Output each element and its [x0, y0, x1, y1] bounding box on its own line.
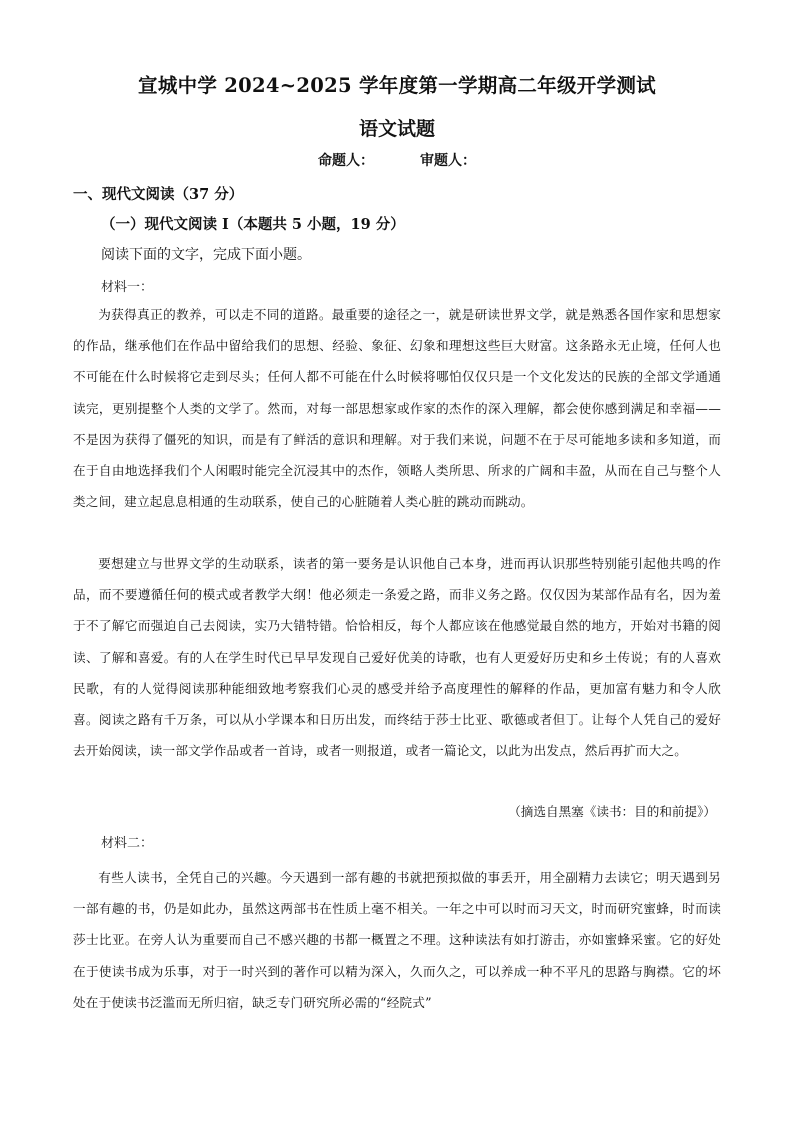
reading-instruction: 阅读下面的文字，完成下面小题。: [101, 247, 311, 263]
material-1-paragraph-1: 为获得真正的教养，可以走不同的道路。最重要的途径之一，就是研读世界文学，就是熟悉各国作家和思想家的作品，继承他们在作品中留给我们的思想、经验、象征、幻象和理想这些巨大财富。这条路永无止境，任何人也不可能在什么时候将它走到尽头；任何人都不可能在什么时候将哪怕仅仅只是一个文化发达的民族的全部文学通通读完，更别提整个人类的文学了。然而，对每一部思想家或作家的杰作的深入理解，都会使你感到满足和幸福——不是因为获得了僵死的知识，而是有了鲜活的意识和理解。对于我们来说，问题不在于尽可能地多读和多知道，而在于自由地选择我们个人闲暇时能完全沉浸其中的杰作，领略人类所思、所求的广阔和丰盈，从而在自己与整个人类之间，建立起息息相通的生动联系，使自己的心脏随着人类心脏的跳动而跳动。: [73, 307, 721, 510]
reviewer-label: 审题人：: [420, 153, 476, 169]
material-1-label: 材料一：: [101, 280, 154, 295]
subsection-heading: （一）现代文阅读 I（本题共 5 小题，19 分）: [101, 216, 405, 233]
proposer-label: 命题人：: [318, 153, 374, 169]
material-1-source: （摘选自黑塞《读书：目的和前提》）: [508, 804, 716, 819]
authors-line: [0, 150, 794, 170]
exam-subtitle: 语文试题: [358, 118, 435, 140]
material-1-paragraph-2: 要想建立与世界文学的生动联系，读者的第一要务是认识他自己本身，进而再认识那些特别能引起他共鸣的作品，而不要遵循任何的模式或者教学大纲！他必须走一条爱之路，而非义务之路。仅仅因为某部作品有名，因为羞于不了解它而强迫自己去阅读，实乃大错特错。恰恰相反，每个人都应该在他感觉最自然的地方，开始对书籍的阅读、了解和喜爱。有的人在学生时代已早早发现自己爱好优美的诗歌，也有人更爱好历史和乡土传说；有的人喜欢民歌，有的人觉得阅读那种能细致地考察我们心灵的感受并给予高度理性的解释的作品，更加富有魅力和令人欣喜。阅读之路有千万条，可以从小学课本和日历出发，而终结于莎士比亚、歌德或者但丁。让每个人凭自己的爱好去开始阅读，读一部文学作品或者一首诗，或者一则报道，或者一篇论文，以此为出发点，然后再扩而大之。: [73, 556, 721, 759]
material-2-label: 材料二：: [101, 836, 154, 851]
section-heading: 一、现代文阅读（37 分）: [73, 186, 244, 203]
exam-title: 宣城中学 2024~2025 学年度第一学期高二年级开学测试: [138, 74, 656, 97]
material-2-paragraph-1: 有些人读书，全凭自己的兴趣。今天遇到一部有趣的书就把预拟做的事丢开，用全副精力去读它；明天遇到另一部有趣的书，仍是如此办，虽然这两部书在性质上毫不相关。一年之中可以时而习天文，时而研究蜜蜂，时而读莎士比亚。在旁人认为重要而自己不感兴趣的书都一概置之不理。这种读法有如打游击，亦如蜜蜂采蜜。它的好处在于使读书成为乐事，对于一时兴到的著作可以精为深入，久而久之，可以养成一种不平凡的思路与胸襟。它的坏处在于使读书泛滥而无所归宿，缺乏专门研究所必需的“经院式”: [73, 870, 721, 1010]
